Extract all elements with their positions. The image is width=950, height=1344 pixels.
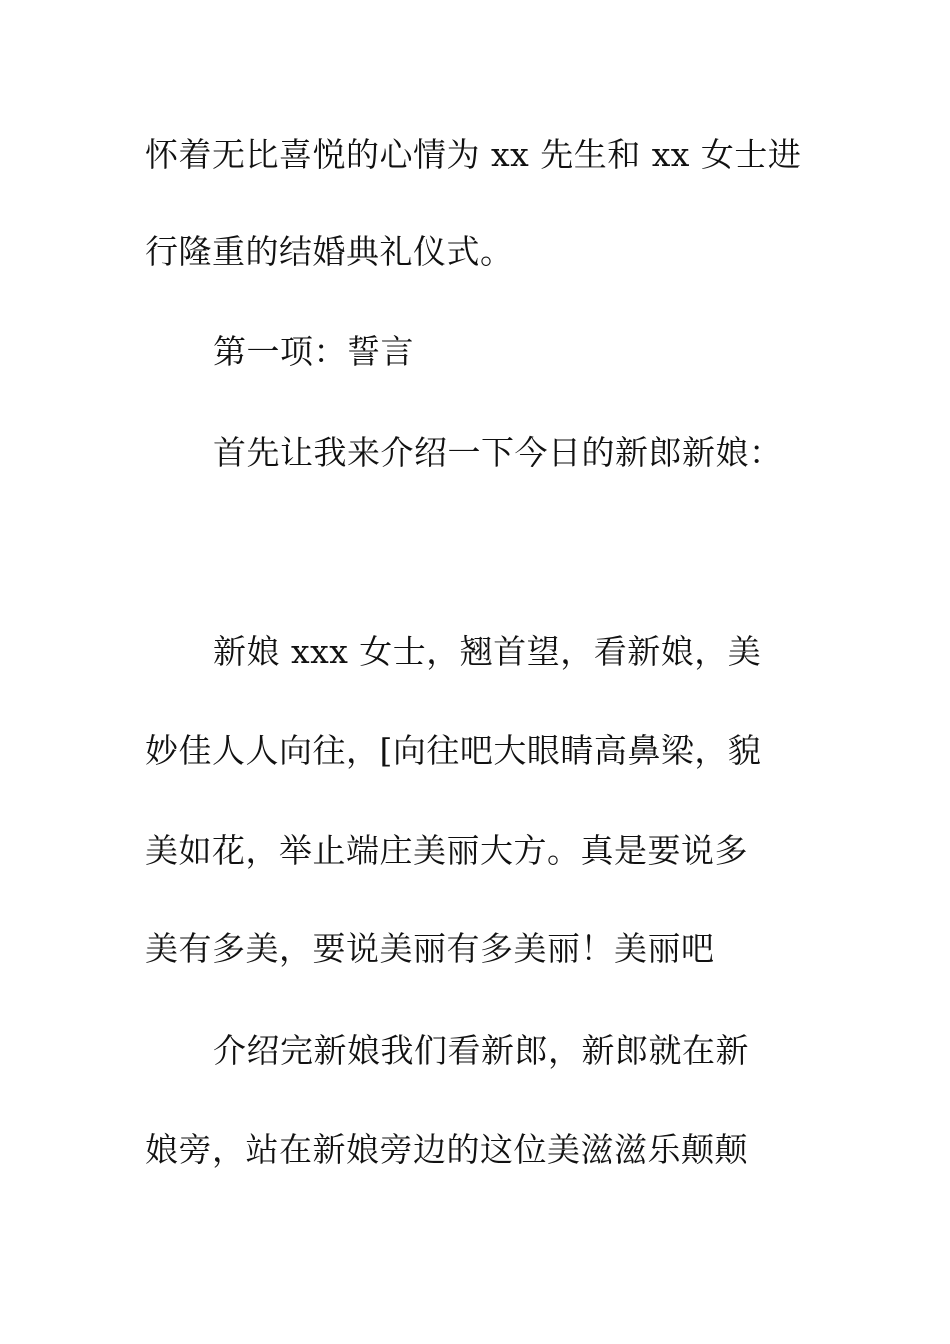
body-text-line: 妙佳人人向往，[向往吧大眼睛高鼻梁，貌 (145, 731, 762, 770)
body-text-line: 新娘 xxx 女士，翘首望，看新娘，美 (213, 632, 762, 671)
body-text-line: 娘旁，站在新娘旁边的这位美滋滋乐颠颠 (145, 1130, 748, 1169)
body-text-line: 行隆重的结婚典礼仪式。 (145, 232, 514, 271)
body-text-line: 美如花，举止端庄美丽大方。真是要说多 (145, 831, 748, 870)
body-text-line: 怀着无比喜悦的心情为 xx 先生和 xx 女士进 (145, 135, 802, 174)
section-heading: 第一项：誓言 (213, 332, 414, 371)
body-text-line: 美有多美，要说美丽有多美丽！美丽吧 (145, 929, 715, 968)
body-text-line: 介绍完新娘我们看新郎，新郎就在新 (213, 1031, 749, 1070)
body-text-line: 首先让我来介绍一下今日的新郎新娘： (213, 433, 783, 472)
